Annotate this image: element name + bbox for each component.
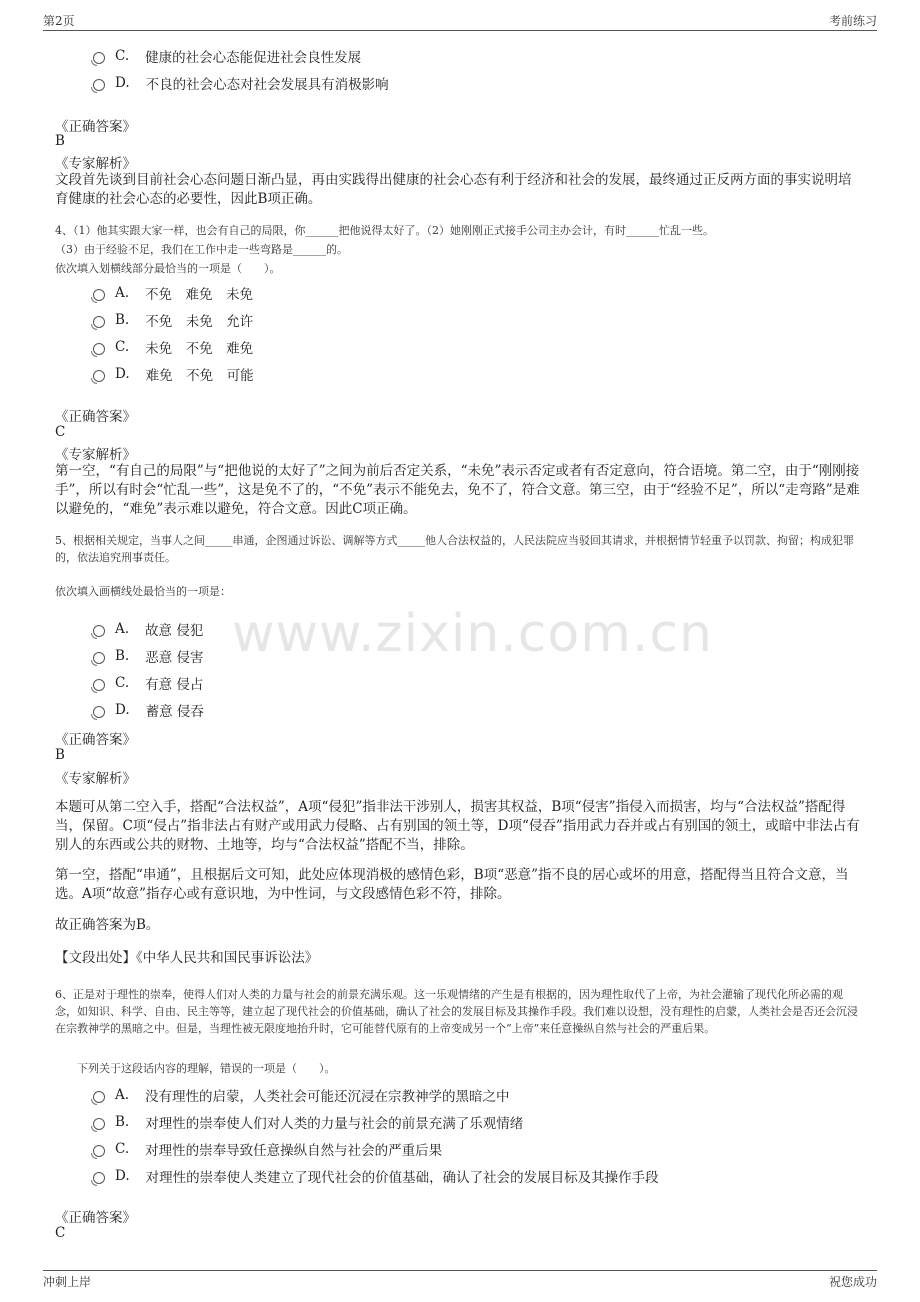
radio-icon[interactable] xyxy=(93,1145,105,1157)
question-stem: 5、根据相关规定，当事人之间_____串通，企图通过诉讼、调解等方式_____他人合法权益的，人民法院应当驳回其请求，并根据情节轻重予以罚款、拘留；构成犯罪的，依法追究刑事责任。 xyxy=(55,534,854,564)
answer-label: 《正确答案》 xyxy=(55,119,136,135)
q6-option-a[interactable]: A. 没有理性的启蒙，人类社会可能还沉浸在宗教神学的黑暗之中 xyxy=(93,1085,510,1105)
answer-value: B xyxy=(55,133,65,149)
question-stem: 4、（1）他其实跟大家一样，也会有自己的局限，你______把他说得太好了。（2）她刚刚正式接手公司主办会计，有时______忙乱一些。 xyxy=(55,224,714,237)
q5-option-a[interactable]: A. 故意 侵犯 xyxy=(93,619,203,639)
analysis-label: 《专家解析》 xyxy=(55,447,136,463)
question-stem: 6、正是对于理性的崇奉，使得人们对人类的力量与社会的前景充满乐观。这一乐观情绪的产生是有根据的，因为理性取代了上帝，为社会灌输了现代化所必需的观念，如知识、科学、自由、民主等等，建立起了现代社会的价值基础，确认了社会的发展目标及其操作手段。我们难以设想，没有理性的启蒙，人类社会是否还会沉浸在宗教神学的黑暗之中。但是，当理性被无限度地抬升时，它可能替代原有的上帝变成另一个“上帝”来任意操纵自然与社会的严重后果。 xyxy=(55,988,858,1035)
q3-option-d[interactable]: D. 不良的社会心态对社会发展具有消极影响 xyxy=(93,73,389,93)
radio-icon[interactable] xyxy=(93,625,105,637)
radio-icon[interactable] xyxy=(93,652,105,664)
footer-right: 祝您成功 xyxy=(828,1275,877,1289)
analysis-text: 第一空，“有自己的局限”与“把他说的太好了”之间为前后否定关系，“未免”表示否定或者有否定意向，符合语境。第二空，由于“刚刚接手”，所以有时会“忙乱一些”，这是免不了的，“不免”表示不能免去，免不了，符合文意。第三空，由于“经验不足”，所以“走弯路”是难以避免的，“难免”表示难以避免，符合文意。因此C项正确。 xyxy=(55,463,860,517)
answer-value: C xyxy=(55,424,66,440)
q3-option-c[interactable]: C. 健康的社会心态能促进社会良性发展 xyxy=(93,46,361,66)
radio-icon[interactable] xyxy=(93,1091,105,1103)
q6-option-b[interactable]: B. 对理性的崇奉使人们对人类的力量与社会的前景充满了乐观情绪 xyxy=(93,1112,523,1132)
watermark: www.zixin.com.cn xyxy=(232,604,713,664)
radio-icon[interactable] xyxy=(93,343,105,355)
footer-left: 冲刺上岸 xyxy=(43,1275,92,1289)
radio-icon[interactable] xyxy=(93,1172,105,1184)
analysis-text: 第一空，搭配“串通”，且根据后文可知，此处应体现消极的感情色彩，B项“恶意”指不良的居心或坏的用意，搭配得当且符合文意，当选。A项“故意”指存心或有意识地，为中性词，与文段感情色彩不符，排除。 xyxy=(55,867,849,902)
q5-option-d[interactable]: D. 蓄意 侵吞 xyxy=(93,700,204,720)
radio-icon[interactable] xyxy=(93,706,105,718)
page-footer xyxy=(43,1270,877,1293)
q4-option-b[interactable]: B. 不免 未免 允许 xyxy=(93,310,253,330)
q6-option-d[interactable]: D. 对理性的崇奉使人类建立了现代社会的价值基础，确认了社会的发展目标及其操作手段 xyxy=(93,1166,659,1186)
radio-icon[interactable] xyxy=(93,52,105,64)
radio-icon[interactable] xyxy=(93,1118,105,1130)
radio-icon[interactable] xyxy=(93,316,105,328)
radio-icon[interactable] xyxy=(93,289,105,301)
analysis-text: 文段首先谈到目前社会心态问题日渐凸显，再由实践得出健康的社会心态有利于经济和社会的发展，最终通过正反两方面的事实说明培育健康的社会心态的必要性，因此B项正确。 xyxy=(55,172,852,207)
question-prompt: 依次填入划横线部分最恰当的一项是（ ）。 xyxy=(55,262,281,275)
page-header xyxy=(43,12,877,31)
q4-option-c[interactable]: C. 未免 不免 难免 xyxy=(93,337,253,357)
question-prompt: 依次填入画横线处最恰当的一项是： xyxy=(55,585,231,598)
question-prompt: 下列关于这段话内容的理解，错误的一项是（ ）。 xyxy=(77,1062,336,1075)
analysis-label: 《专家解析》 xyxy=(55,156,136,172)
q4-option-a[interactable]: A. 不免 难免 未免 xyxy=(93,283,253,303)
q5-option-c[interactable]: C. 有意 侵占 xyxy=(93,673,203,693)
answer-label: 《正确答案》 xyxy=(55,409,136,425)
radio-icon[interactable] xyxy=(93,79,105,91)
page-number: 第2页 xyxy=(43,14,75,28)
radio-icon[interactable] xyxy=(93,679,105,691)
analysis-label: 《专家解析》 xyxy=(55,771,136,787)
question-stem-line2: （3）由于经验不足，我们在工作中走一些弯路是______的。 xyxy=(55,243,348,256)
q5-option-b[interactable]: B. 恶意 侵害 xyxy=(93,646,204,666)
analysis-text: 本题可从第二空入手，搭配“合法权益”，A项“侵犯”指非法干涉别人，损害其权益，B项“侵害”指侵入而损害，均与“合法权益”搭配得当，保留。C项“侵占”指非法占有财产或用武力侵略、占有别国的领土等，D项“侵吞”指用武力吞并或占有别国的领土，或暗中非法占有别人的东西或公共的财物、土地等，均与“合法权益”搭配不当，排除。 xyxy=(55,799,860,853)
q4-option-d[interactable]: D. 难免 不免 可能 xyxy=(93,364,254,384)
answer-label: 《正确答案》 xyxy=(55,1210,136,1226)
radio-icon[interactable] xyxy=(93,370,105,382)
analysis-conclusion: 故正确答案为B。 xyxy=(55,917,160,933)
answer-value: C xyxy=(55,1225,66,1241)
source-citation: 【文段出处】《中华人民共和国民事诉讼法》 xyxy=(55,950,319,966)
answer-label: 《正确答案》 xyxy=(55,732,136,748)
answer-value: B xyxy=(55,747,65,763)
header-title: 考前练习 xyxy=(828,14,877,28)
q6-option-c[interactable]: C. 对理性的崇奉导致任意操纵自然与社会的严重后果 xyxy=(93,1139,442,1159)
